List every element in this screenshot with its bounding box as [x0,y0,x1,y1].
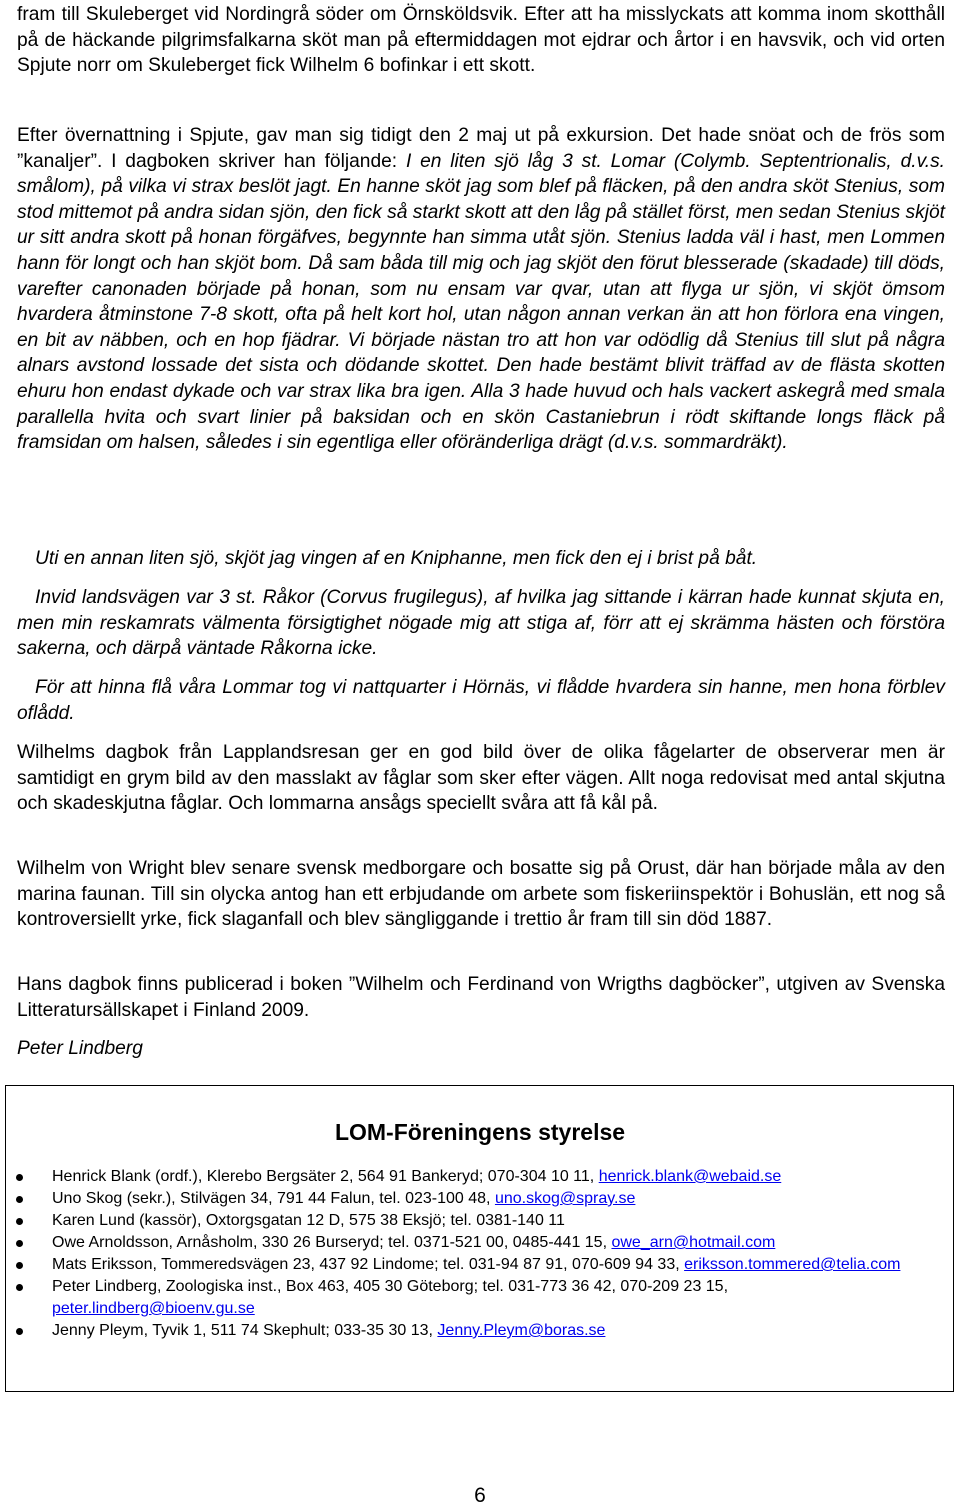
board-member [52,1166,932,1188]
paragraph-text [17,123,945,456]
member-info: Mats Eriksson, Tommeredsvägen 23, 437 92 Lindome; tel. 031-94 87 91, 070-609 94 33, [52,1256,685,1273]
author-name: Peter Lindberg [17,1038,143,1059]
diary-quote: Uti en annan liten sjö, skjöt jag vingen af en Kniphanne, men fick den ej i brist på båt. [35,548,758,569]
board-title: LOM-Föreningens styrelse [334,1119,626,1145]
board-member [52,1254,932,1276]
diary-quote-lommar [17,675,945,726]
member-info: Owe Arnoldsson, Arnåsholm, 330 26 Burseryd; tel. 0371-521 00, 0485-441 15, [52,1234,612,1251]
bullet-icon [16,1262,23,1269]
board-member [52,1210,932,1232]
member-email-link[interactable]: uno.skog@spray.se [494,1190,636,1207]
member-email-link[interactable]: henrick.blank@webaid.se [598,1168,782,1185]
bullet-icon [16,1284,23,1291]
member-email-link[interactable]: eriksson.tommered@telia.com [684,1256,901,1273]
member-info: Peter Lindberg, Zoologiska inst., Box 463, 405 30 Göteborg; tel. 031-773 36 42, 070-209 23 15, [52,1278,729,1295]
diary-quote: Invid landsvägen var 3 st. Råkor (Corvus frugilegus), af hvilka jag sittande i kärran hade kunnat skjuta en, men min reskamrats välmenta försigtighet nögade mig att stiga af, förr att ej skrämma hästen och förstöra sakerna, och därpå väntade Råkorna icke. [17,587,945,660]
bullet-icon [16,1218,23,1225]
board-member-list [52,1166,932,1342]
member-email-link[interactable]: Jenny.Pleym@boras.se [437,1322,606,1339]
article-paragraph-1 [17,2,945,79]
article-paragraph-wright [17,856,945,933]
bullet-icon [16,1240,23,1247]
article-paragraph-publication [17,972,945,1023]
paragraph-text: Hans dagbok finns publicerad i boken ”Wilhelm och Ferdinand von Wrigths dagböcker”, utgiven av Svenska Litteratursällskapet i Finland 2009. [17,974,945,1021]
diary-quote: I en liten sjö låg 3 st. Lomar (Colymb. Septentrionalis, d.v.s. smålom), på vilka vi strax beslöt jagt. En hanne sköt jag som blef på fläcken, på den andra sköt Stenius, som stod mittemot på andra sidan sjön, den fick så starkt skott att den låg på stället först, men sedan Stenius skjöt ur sitt andra skott på honan förgäfves, begynnte han simma utåt sjön. Stenius ladda väl i hast, men Lommen hann för longt och han skjöt bom. Då sam båda till mig och jag skjöt den förut blesserade (skadade) till döds, varefter canonaden började på honan, som nu ensam var qvar, utan att flyga ur sjön, vi skjöt ömsom hvardera åtminstone 7-8 skott, ofta på helt kort hol, utan någon annan verkan än att hon förlora ena vingen, en bit av näbben, och en hop fjädrar. Vi började nästan tro att hon var odödlig då Stenius till slut på några alnars avstond lossade det sista och dödande skottet. Den hade bestämt blivit träffad av de flästa skotten ehuru hon endast dykade och var strax lika bra igen. Alla 3 hade huvud och hals vackert askegrå med smala parallella hvita och svart linier på baksidan och en skön Castaniebrun i rödt skiftande longs fläck på framsidan om halsen, således i sin egentliga eller oföränderliga drägt (d.v.s. sommardräkt). [17,150,945,454]
page-number: 6 [474,1484,486,1507]
member-info: Henrick Blank (ordf.), Klerebo Bergsäter 2, 564 91 Bankeryd; 070-304 10 11, [52,1168,599,1185]
paragraph-normal-text: Efter övernattning i Spjute, gav man sig tidigt den 2 maj ut på exkursion. Det hade snöat och de frös som ”kanaljer”. I dagboken skriver han följande: [17,125,945,172]
diary-quote-invid [17,585,945,662]
bullet-icon [16,1196,23,1203]
board-member [52,1232,932,1254]
diary-quote-kniphanne [17,546,945,572]
board-member [52,1276,932,1320]
diary-quote: För att hinna flå våra Lommar tog vi nattquarter i Hörnäs, vi flådde hvardera sin hanne, men hona förblev oflådd. [17,677,945,724]
paragraph-text: Wilhelm von Wright blev senare svensk medborgare och bosatte sig på Orust, där han började måla av den marina faunan. Till sin olycka antog han ett erbjudande om arbete som fiskeriinspektör i Bohuslän, ett nog så kontroversiellt yrke, fick slaganfall och blev sängliggande i trettio år fram till sin död 1887. [17,858,945,931]
member-info: Jenny Pleym, Tyvik 1, 511 74 Skephult; 033-35 30 13, [52,1322,438,1339]
member-email-link[interactable]: owe_arn@hotmail.com [611,1234,776,1251]
bullet-icon [16,1174,23,1181]
board-member [52,1188,932,1210]
article-paragraph-dagbok [17,740,945,817]
article-author [17,1036,945,1062]
paragraph-text: fram till Skuleberget vid Nordingrå söder om Örnsköldsvik. Efter att ha misslyckats att komma inom skotthåll på de häckande pilgrimsfalkarna sköt man på eftermiddagen mot ejdrar och årtor i en havsvik, och vid orten Spjute norr om Skuleberget fick Wilhelm 6 bofinkar i ett skott. [17,4,945,77]
member-info: Uno Skog (sekr.), Stilvägen 34, 791 44 Falun, tel. 023-100 48, [52,1190,495,1207]
article-paragraph-2 [17,123,945,456]
member-info: Karen Lund (kassör), Oxtorgsgatan 12 D, 575 38 Eksjö; tel. 0381-140 11 [52,1212,565,1229]
board-member [52,1320,932,1342]
member-email-link[interactable]: peter.lindberg@bioenv.gu.se [52,1300,255,1317]
bullet-icon [16,1328,23,1335]
paragraph-text: Wilhelms dagbok från Lapplandsresan ger en god bild över de olika fågelarter de observerar men är samtidigt en grym bild av den masslakt av fåglar som sker efter vägen. Allt noga redovisat med antal skjutna och skadeskjutna fåglar. Och lommarna ansågs speciellt svåra att få kål på. [17,742,945,815]
